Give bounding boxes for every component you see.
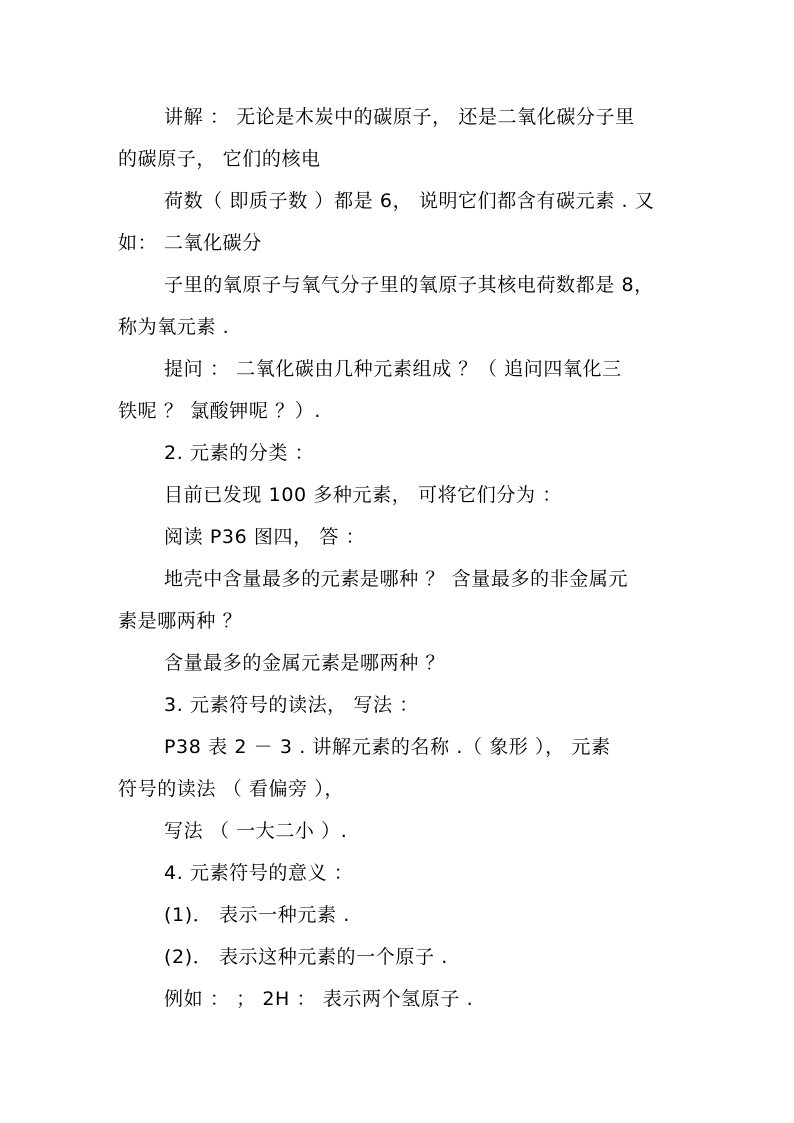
text-line-3: 荷数（ 即质子数 ）都是 6， 说明它们都含有碳元素 . 又 — [164, 190, 655, 212]
text-line-8: 铁呢 ？ 氯酸钾呢 ？）. — [118, 400, 321, 422]
text-line-5: 子里的氧原子与氧气分子里的氧原子其核电荷数都是 8， — [164, 274, 654, 296]
text-line-10: 目前已发现 100 多种元素， 可将它们分为 ： — [164, 484, 562, 506]
text-line-22: 例如 ： ； 2H ： 表示两个氢原子 . — [164, 988, 474, 1010]
list-item-2: (2)． 表示这种元素的一个原子 . — [164, 946, 448, 968]
text-line-11: 阅读 P36 图四， 答 ： — [164, 526, 366, 548]
text-line-17: 符号的读法 （ 看偏旁 ）， — [118, 778, 345, 800]
text-line-14: 含量最多的金属元素是哪两种 ？ — [164, 652, 446, 674]
text-line-16: P38 表 2 － 3 . 讲解元素的名称 .（ 象形 ）， 元素 — [164, 736, 611, 758]
text-line-12: 地壳中含量最多的元素是哪种 ？ 含量最多的非金属元 — [164, 568, 629, 590]
text-line-6: 称为氧元素 . — [118, 316, 230, 338]
text-line-4: 如： 二氧化碳分 — [118, 232, 262, 254]
section-heading-meaning: 4. 元素符号的意义 ： — [164, 862, 354, 884]
list-item-1: (1)． 表示一种元素 . — [164, 904, 350, 926]
text-line-13: 素是哪两种 ？ — [118, 610, 243, 632]
section-heading-symbols: 3. 元素符号的读法， 写法 ： — [164, 694, 419, 716]
text-line-18: 写法 （ 一大二小 ）. — [164, 820, 348, 842]
text-line-1: 讲解 ： 无论是木炭中的碳原子， 还是二氧化碳分子里 — [164, 106, 635, 128]
text-line-2: 的碳原子， 它们的核电 — [118, 148, 321, 170]
section-heading-classification: 2. 元素的分类 ： — [164, 442, 315, 464]
text-line-7: 提问 ： 二氧化碳由几种元素组成 ？（ 追问四氧化三 — [164, 358, 622, 380]
